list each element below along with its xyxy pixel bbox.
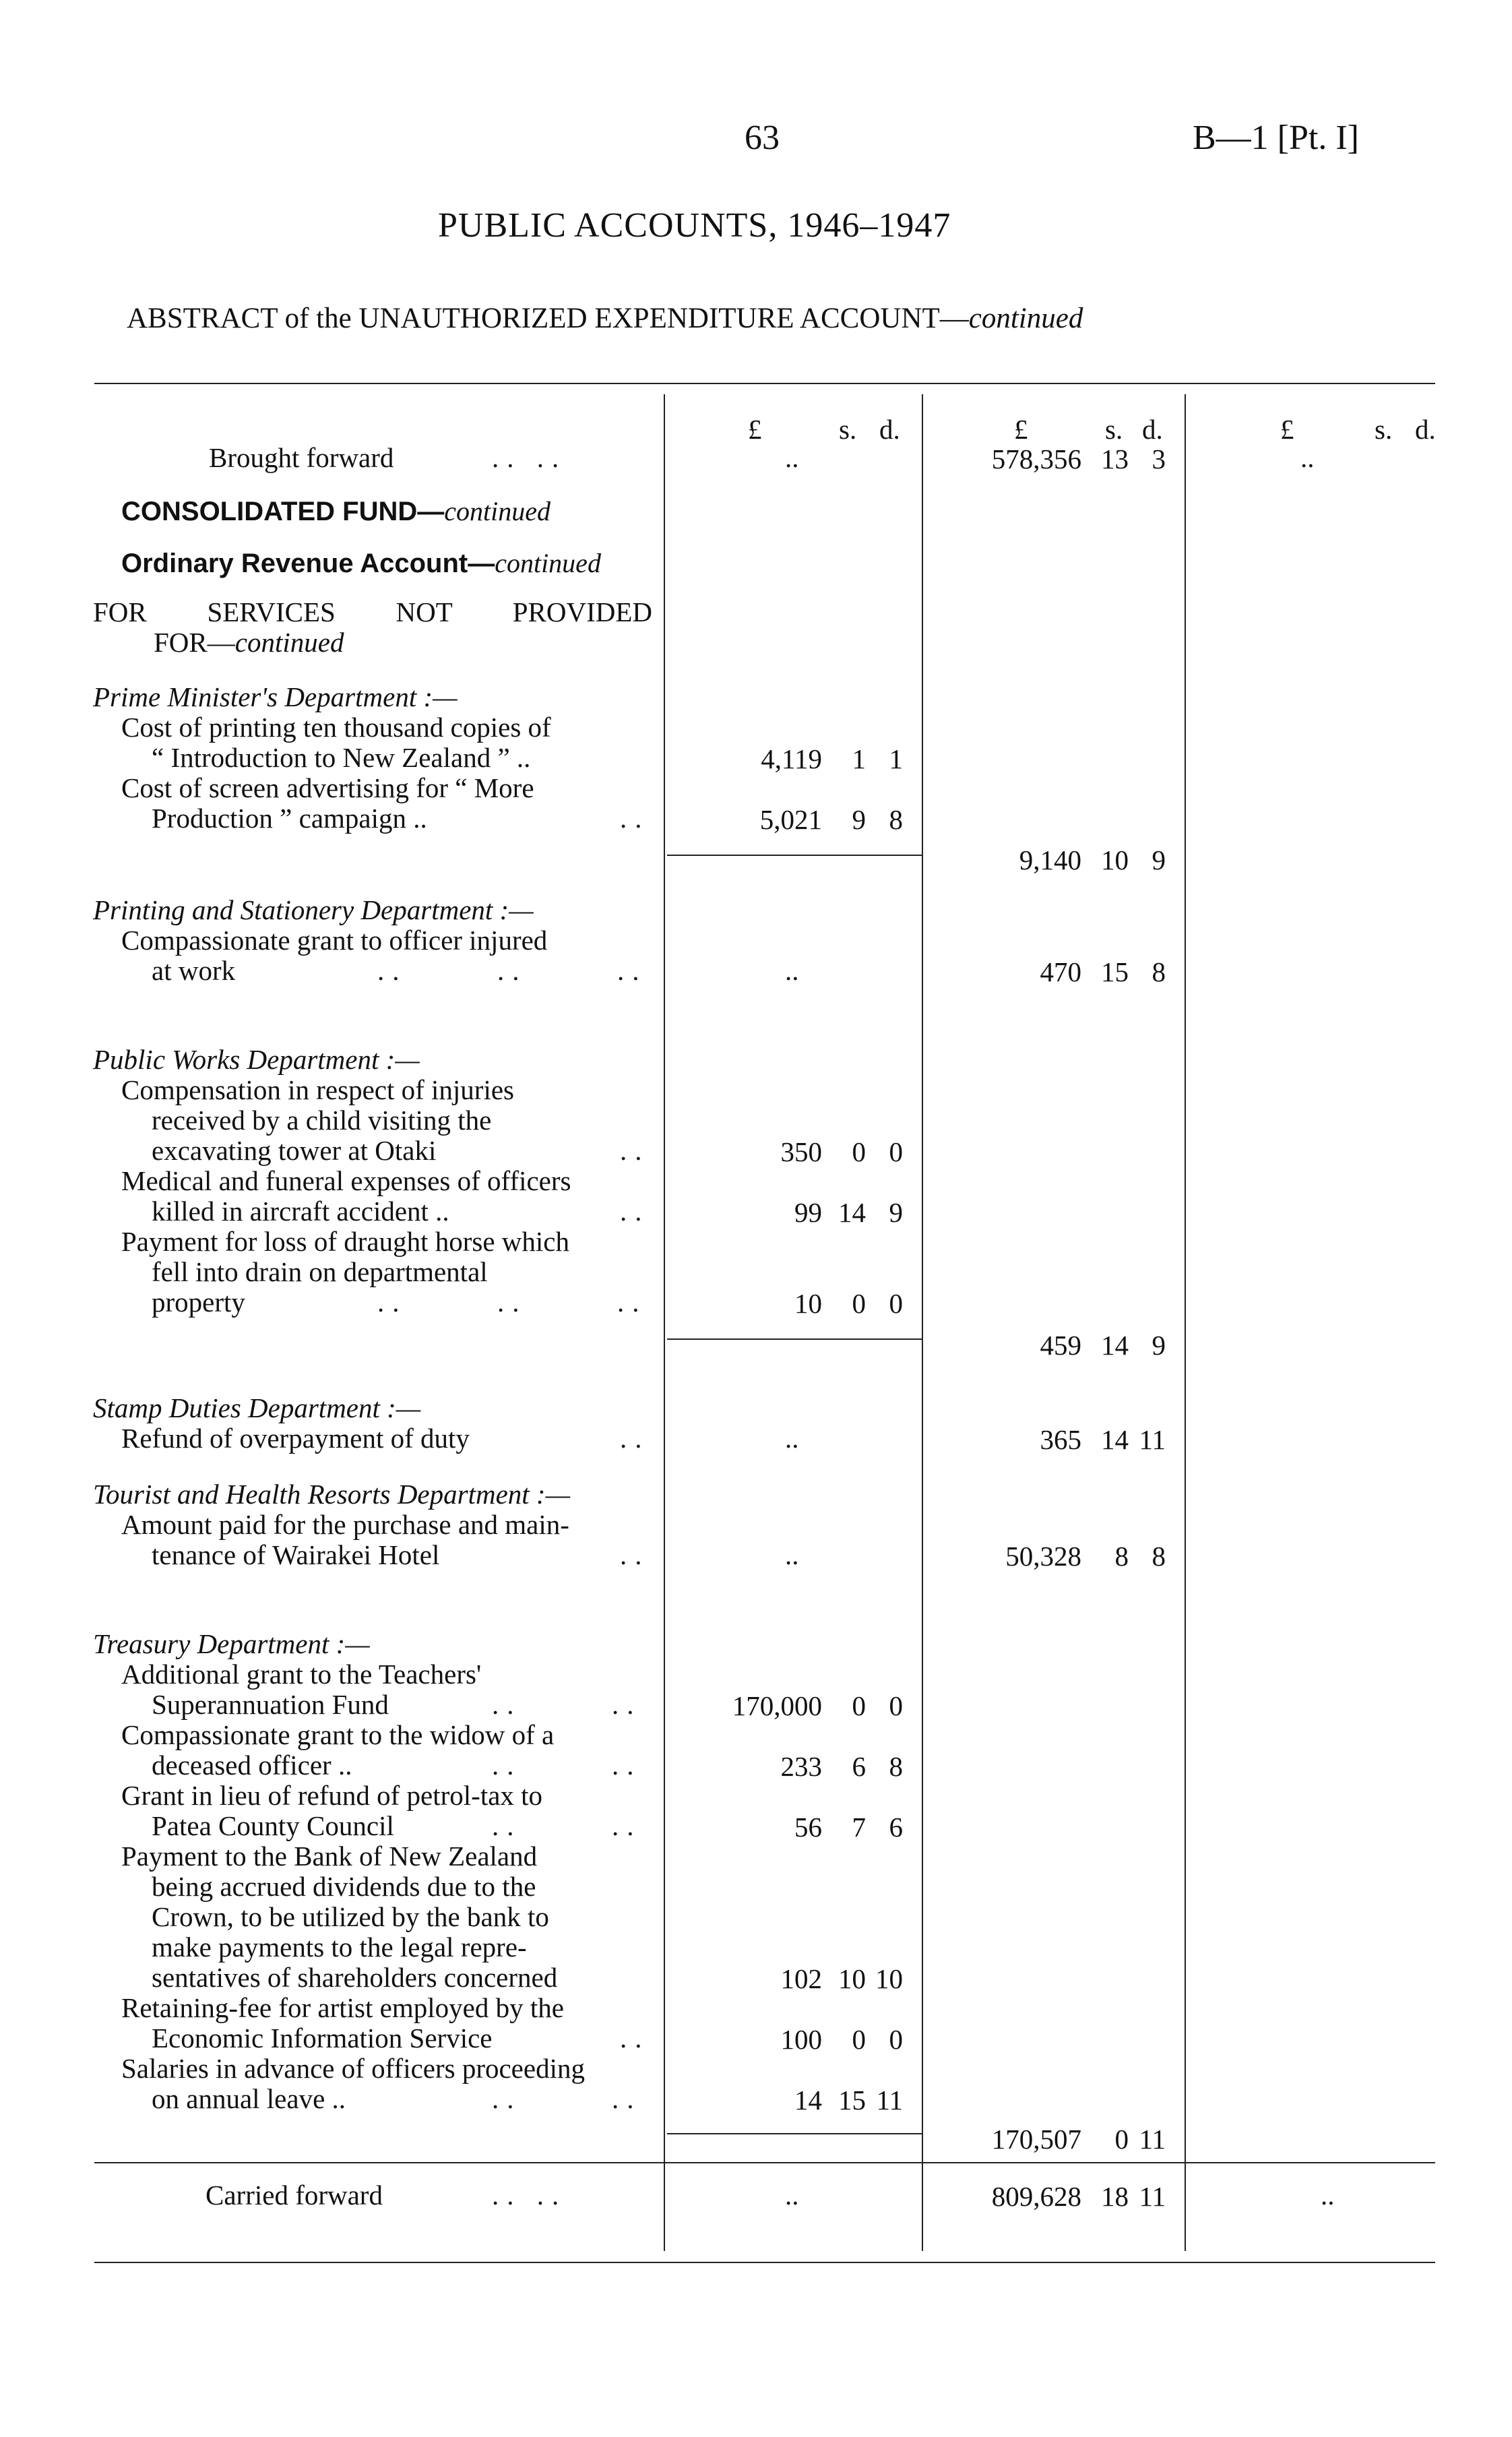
leader-dots: .. .. .. bbox=[377, 1287, 648, 1318]
stamp-total-shillings: 14 bbox=[1101, 1424, 1129, 1455]
pw-total-shillings: 14 bbox=[1101, 1330, 1129, 1361]
printing-total-shillings: 15 bbox=[1101, 956, 1129, 987]
tourist-line2: tenance of Wairakei Hotel bbox=[152, 1539, 440, 1570]
col1-pence-header: d. bbox=[879, 414, 900, 445]
col2-pound-header: £ bbox=[1014, 414, 1028, 445]
tr-item6-shillings: 15 bbox=[838, 2085, 866, 2116]
abstract-heading-text: ABSTRACT of the UNAUTHORIZED EXPENDITURE ACCOUNT— bbox=[127, 303, 969, 334]
leader-dots: .. .. bbox=[492, 1750, 642, 1781]
carried-forward-rule bbox=[94, 2162, 1435, 2163]
pw-item3-line3: property bbox=[152, 1287, 245, 1318]
tr-item6-line1: Salaries in advance of officers proceeding bbox=[121, 2053, 585, 2084]
carried-forward-col1: .. bbox=[785, 2180, 799, 2211]
dept-heading-printing: Printing and Stationery Department :— bbox=[93, 894, 534, 925]
tr-item1-line1: Additional grant to the Teachers' bbox=[121, 1659, 482, 1690]
brought-forward-pounds: 578,356 bbox=[991, 443, 1081, 474]
tr-item2-shillings: 6 bbox=[852, 1751, 866, 1782]
pw-item2-line2: killed in aircraft accident .. bbox=[152, 1196, 449, 1227]
tr-total-pounds: 170,507 bbox=[991, 2124, 1081, 2155]
brought-forward-label: Brought forward bbox=[209, 442, 394, 473]
pm-item2-line1: Cost of screen advertising for “ More bbox=[121, 772, 534, 803]
carried-forward-col3: .. bbox=[1321, 2180, 1335, 2211]
services-prefix: FOR— bbox=[154, 627, 235, 658]
tr-item3-shillings: 7 bbox=[852, 1812, 866, 1843]
account-suffix: continued bbox=[495, 548, 601, 578]
carried-forward-pence: 11 bbox=[1139, 2181, 1166, 2212]
pm-item1-shillings: 1 bbox=[852, 743, 866, 774]
page-number: 63 bbox=[745, 119, 780, 157]
tr-item3-line2: Patea County Council bbox=[152, 1810, 394, 1841]
pw-item2-pence: 9 bbox=[889, 1197, 903, 1228]
tr-item4-pence: 10 bbox=[875, 1963, 903, 1994]
pw-item3-line1: Payment for loss of draught horse which bbox=[121, 1226, 569, 1257]
leader-dots: .. bbox=[620, 803, 650, 834]
tr-item4-line5: sentatives of shareholders concerned bbox=[152, 1962, 558, 1993]
tr-item4-shillings: 10 bbox=[838, 1963, 866, 1994]
pw-item1-line2: received by a child visiting the bbox=[152, 1105, 492, 1136]
pw-item2-shillings: 14 bbox=[838, 1197, 866, 1228]
col3-pound-header: £ bbox=[1280, 414, 1294, 445]
dept-heading-public-works: Public Works Department :— bbox=[93, 1044, 420, 1075]
tr-item6-pounds: 14 bbox=[794, 2085, 822, 2116]
col3-pence-header: d. bbox=[1415, 414, 1436, 445]
carried-forward-label: Carried forward bbox=[206, 2180, 383, 2211]
fund-heading bbox=[121, 495, 550, 527]
page-title: PUBLIC ACCOUNTS, 1946–1947 bbox=[438, 206, 951, 245]
printing-col1: .. bbox=[785, 955, 799, 986]
printing-line2: at work bbox=[152, 955, 236, 986]
carried-forward-shillings: 18 bbox=[1101, 2181, 1129, 2212]
tr-item3-pence: 6 bbox=[889, 1812, 903, 1843]
tr-item3-line1: Grant in lieu of refund of petrol-tax to bbox=[121, 1780, 543, 1811]
pw-item2-line1: Medical and funeral expenses of officers bbox=[121, 1165, 571, 1196]
col1-pound-header: £ bbox=[748, 414, 762, 445]
pm-total-pence: 9 bbox=[1152, 844, 1166, 875]
tr-item4-line1: Payment to the Bank of New Zealand bbox=[121, 1841, 538, 1872]
leader-dots: .. bbox=[620, 2023, 650, 2054]
subtotal-rule bbox=[667, 2133, 922, 2134]
pw-item1-line3: excavating tower at Otaki bbox=[152, 1135, 437, 1166]
tr-item5-pounds: 100 bbox=[780, 2024, 822, 2055]
abstract-heading-suffix: continued bbox=[968, 303, 1083, 334]
col1-shillings-header: s. bbox=[839, 414, 857, 445]
pm-item1-line2: “ Introduction to New Zealand ” .. bbox=[152, 742, 531, 773]
pw-item2-pounds: 99 bbox=[794, 1197, 822, 1228]
col3-shillings-header: s. bbox=[1375, 414, 1393, 445]
pw-item3-pounds: 10 bbox=[794, 1288, 822, 1319]
printing-total-pounds: 470 bbox=[1040, 956, 1081, 987]
pm-item2-line2: Production ” campaign .. bbox=[152, 803, 427, 834]
tr-item1-pounds: 170,000 bbox=[732, 1690, 822, 1721]
tr-item2-pounds: 233 bbox=[780, 1751, 822, 1782]
tr-item4-pounds: 102 bbox=[780, 1963, 822, 1994]
pw-total-pounds: 459 bbox=[1040, 1330, 1081, 1361]
abstract-heading bbox=[127, 302, 1083, 335]
table-top-rule bbox=[94, 383, 1435, 384]
stamp-line1: Refund of overpayment of duty bbox=[121, 1423, 470, 1454]
brought-forward-shillings: 13 bbox=[1101, 443, 1129, 474]
table-bottom-rule bbox=[94, 2262, 1435, 2263]
col2-shillings-header: s. bbox=[1105, 414, 1123, 445]
tr-item3-pounds: 56 bbox=[794, 1812, 822, 1843]
pm-item2-pounds: 5,021 bbox=[759, 804, 822, 835]
pm-item1-line1: Cost of printing ten thousand copies of bbox=[121, 712, 551, 743]
tourist-total-pence: 8 bbox=[1152, 1541, 1166, 1572]
dept-heading-prime-minister: Prime Minister's Department :— bbox=[93, 681, 458, 712]
fund-name: CONSOLIDATED FUND— bbox=[121, 497, 445, 526]
services-heading-line1: FOR SERVICES NOT PROVIDED bbox=[93, 596, 652, 627]
tr-item5-line2: Economic Information Service bbox=[152, 2023, 493, 2054]
pw-item3-shillings: 0 bbox=[852, 1288, 866, 1319]
tr-item4-line2: being accrued dividends due to the bbox=[152, 1871, 536, 1902]
tr-item2-line1: Compassionate grant to the widow of a bbox=[121, 1719, 555, 1750]
tr-total-shillings: 0 bbox=[1114, 2124, 1129, 2155]
pw-item1-pence: 0 bbox=[889, 1136, 903, 1167]
stamp-total-pounds: 365 bbox=[1040, 1424, 1081, 1455]
fund-suffix: continued bbox=[444, 496, 550, 526]
pm-item1-pounds: 4,119 bbox=[761, 743, 822, 774]
dept-heading-stamp-duties: Stamp Duties Department :— bbox=[93, 1392, 421, 1423]
pm-item2-shillings: 9 bbox=[852, 804, 866, 835]
leader-dots: .. .. bbox=[492, 1810, 642, 1841]
tr-item4-line3: Crown, to be utilized by the bank to bbox=[152, 1901, 549, 1932]
tr-item6-pence: 11 bbox=[876, 2085, 903, 2116]
pm-total-pounds: 9,140 bbox=[1019, 844, 1081, 875]
tr-item4-line4: make payments to the legal repre- bbox=[152, 1932, 527, 1963]
pw-item3-line2: fell into drain on departmental bbox=[152, 1256, 488, 1287]
pw-total-pence: 9 bbox=[1152, 1330, 1166, 1361]
leader-dots: .. bbox=[620, 1135, 650, 1166]
subtotal-rule bbox=[667, 855, 922, 856]
leader-dots: .. .. bbox=[492, 2083, 642, 2114]
column-rule-2 bbox=[922, 394, 923, 2251]
tr-item5-pence: 0 bbox=[889, 2024, 903, 2055]
tourist-total-shillings: 8 bbox=[1114, 1541, 1129, 1572]
pw-item1-line1: Compensation in respect of injuries bbox=[121, 1074, 514, 1105]
leader-dots: .. .. bbox=[492, 442, 567, 473]
services-suffix: continued bbox=[234, 627, 344, 658]
tr-total-pence: 11 bbox=[1139, 2124, 1166, 2155]
tr-item6-line2: on annual leave .. bbox=[152, 2083, 346, 2114]
col2-pence-header: d. bbox=[1142, 414, 1163, 445]
printing-line1: Compassionate grant to officer injured bbox=[121, 925, 548, 956]
leader-dots: .. bbox=[620, 1539, 650, 1570]
column-rule-3 bbox=[1185, 394, 1186, 2251]
tourist-col1: .. bbox=[785, 1539, 799, 1570]
pw-item1-pounds: 350 bbox=[780, 1136, 822, 1167]
carried-forward-pounds: 809,628 bbox=[991, 2181, 1081, 2212]
dept-heading-treasury: Treasury Department :— bbox=[93, 1628, 370, 1659]
account-name: Ordinary Revenue Account— bbox=[121, 549, 495, 578]
pm-item2-pence: 8 bbox=[889, 804, 903, 835]
stamp-total-pence: 11 bbox=[1139, 1424, 1166, 1455]
leader-dots: .. .. .. bbox=[377, 955, 648, 986]
brought-forward-pence: 3 bbox=[1152, 443, 1166, 474]
tourist-total-pounds: 50,328 bbox=[1005, 1541, 1081, 1572]
pm-item1-pence: 1 bbox=[889, 743, 903, 774]
tr-item5-line1: Retaining-fee for artist employed by the bbox=[121, 1992, 564, 2023]
tr-item2-pence: 8 bbox=[889, 1751, 903, 1782]
tr-item1-line2: Superannuation Fund bbox=[152, 1689, 389, 1720]
leader-dots: .. bbox=[620, 1196, 650, 1227]
account-heading bbox=[121, 547, 601, 579]
printing-total-pence: 8 bbox=[1152, 956, 1166, 987]
document-reference: B—1 [Pt. I] bbox=[1193, 119, 1359, 157]
tourist-line1: Amount paid for the purchase and main- bbox=[121, 1509, 569, 1540]
brought-forward-col3: .. bbox=[1300, 442, 1315, 473]
stamp-col1: .. bbox=[785, 1423, 799, 1454]
subtotal-rule bbox=[667, 1338, 922, 1340]
tr-item2-line2: deceased officer .. bbox=[152, 1750, 352, 1781]
leader-dots: .. .. bbox=[492, 2180, 567, 2211]
leader-dots: .. bbox=[620, 1423, 650, 1454]
pw-item1-shillings: 0 bbox=[852, 1136, 866, 1167]
leader-dots: .. .. bbox=[492, 1689, 642, 1720]
dept-heading-tourist: Tourist and Health Resorts Department :— bbox=[93, 1479, 571, 1510]
pm-total-shillings: 10 bbox=[1101, 844, 1129, 875]
tr-item1-shillings: 0 bbox=[852, 1690, 866, 1721]
pw-item3-pence: 0 bbox=[889, 1288, 903, 1319]
tr-item5-shillings: 0 bbox=[852, 2024, 866, 2055]
column-rule-1 bbox=[664, 394, 665, 2251]
services-heading-line2 bbox=[154, 627, 344, 658]
tr-item1-pence: 0 bbox=[889, 1690, 903, 1721]
brought-forward-col1: .. bbox=[785, 442, 799, 473]
